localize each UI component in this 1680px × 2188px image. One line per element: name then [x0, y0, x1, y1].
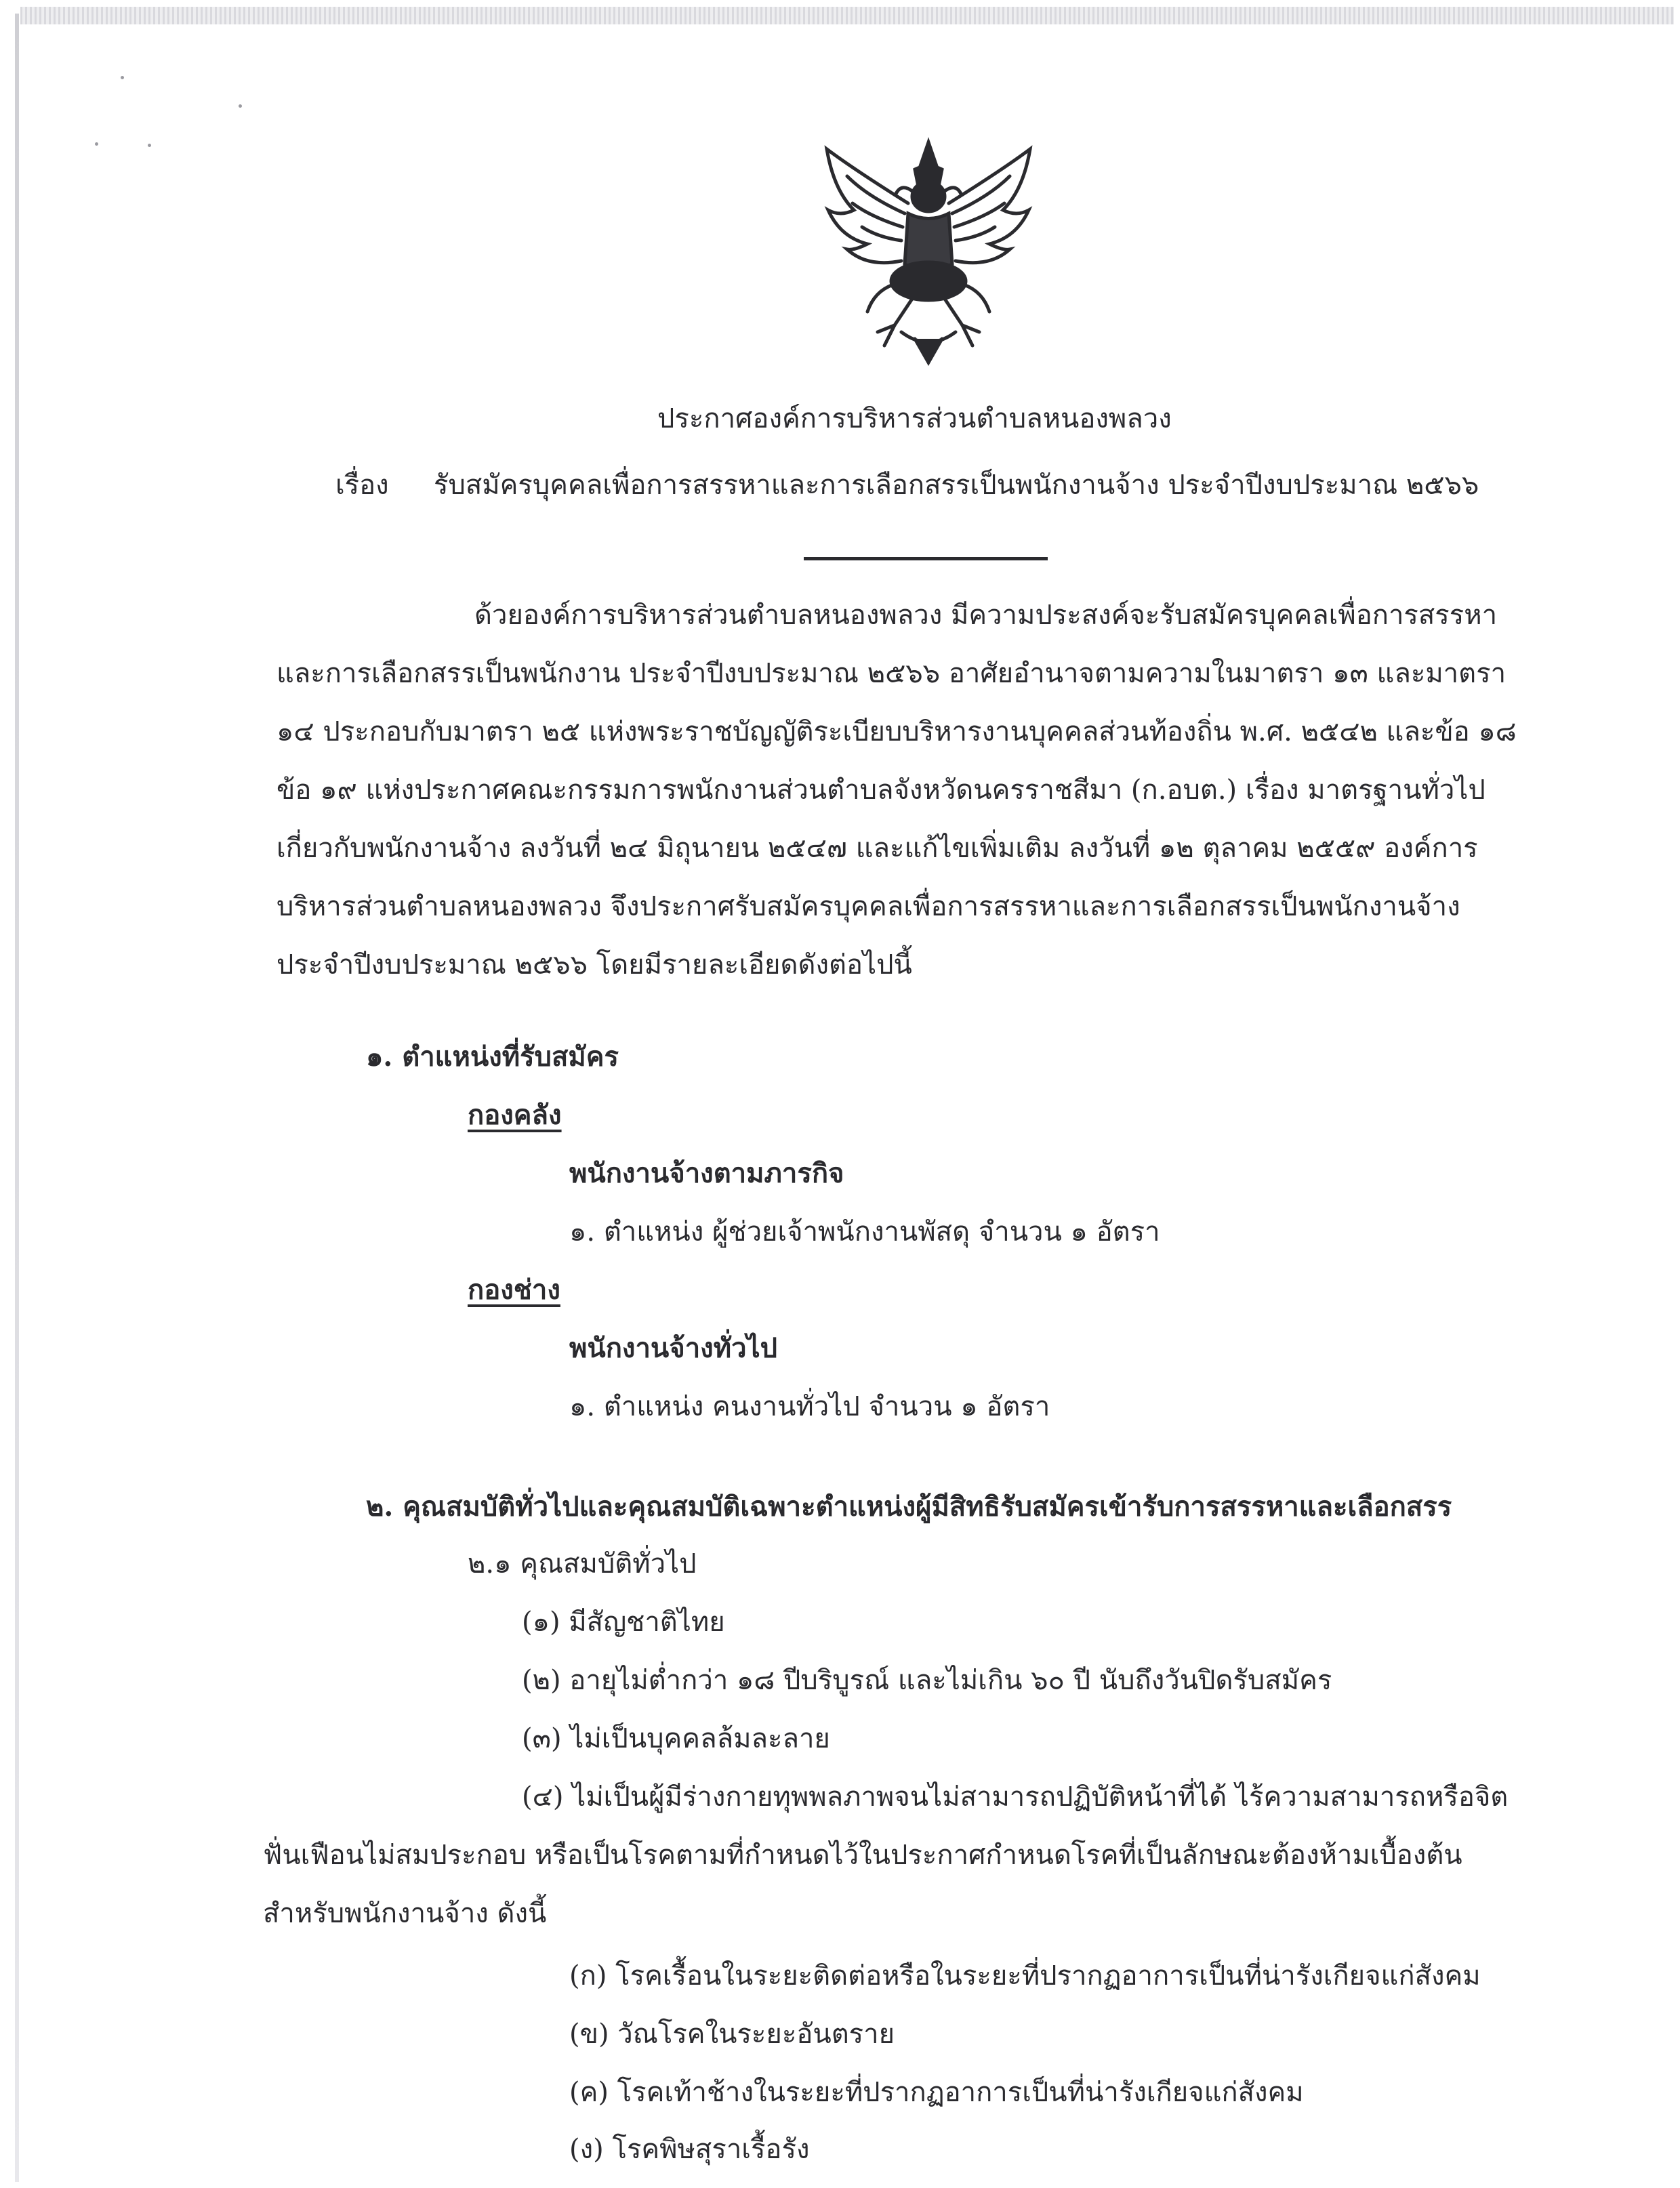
division-heading: กองช่าง: [468, 1274, 560, 1306]
intro-line: ประจำปีงบประมาณ ๒๕๖๖ โดยมีรายละเอียดดังต่อไปนี้: [276, 949, 912, 981]
intro-line: และการเลือกสรรเป็นพนักงาน ประจำปีงบประมาณ ๒๕๖๖ อาศัยอำนาจตามความในมาตรา ๑๓ และมาตรา: [276, 658, 1507, 689]
qualification-item: (๔) ไม่เป็นผู้มีร่างกายทุพพลภาพจนไม่สามารถปฏิบัติหน้าที่ได้ ไร้ความสามารถหรือจิต: [522, 1781, 1509, 1813]
page-title: ประกาศองค์การบริหารส่วนตำบลหนองพลวง: [657, 403, 1172, 434]
garuda-emblem-icon: [813, 129, 1044, 366]
qualification-item: (๑) มีสัญชาติไทย: [522, 1607, 725, 1638]
section-1-heading: ๑. ตำแหน่งที่รับสมัคร: [366, 1041, 619, 1073]
scan-speck: [121, 76, 124, 79]
division-heading: กองคลัง: [468, 1099, 562, 1131]
scan-edge-left: [15, 14, 19, 2182]
scan-speck: [148, 144, 151, 147]
intro-line: ๑๔ ประกอบกับมาตรา ๒๕ แห่งพระราชบัญญัติระเบียบบริหารงานบุคคลส่วนท้องถิ่น พ.ศ. ๒๕๔๒ และข้อ ๑๘: [276, 716, 1517, 747]
qualification-item: (๓) ไม่เป็นบุคคลล้มละลาย: [522, 1723, 830, 1754]
intro-line: ด้วยองค์การบริหารส่วนตำบลหนองพลวง มีความประสงค์จะรับสมัครบุคคลเพื่อการสรรหา: [474, 600, 1498, 631]
position-item: ๑. ตำแหน่ง คนงานทั่วไป จำนวน ๑ อัตรา: [569, 1391, 1050, 1422]
scan-speck: [239, 104, 242, 108]
qualification-item-cont: ฟั่นเฟือนไม่สมประกอบ หรือเป็นโรคตามที่กำหนดไว้ในประกาศกำหนดโรคที่เป็นลักษณะต้องห้ามเบื้องต้น: [263, 1840, 1462, 1871]
qualification-item: (๒) อายุไม่ต่ำกว่า ๑๘ ปีบริบูรณ์ และไม่เกิน ๖๐ ปี นับถึงวันปิดรับสมัคร: [522, 1665, 1332, 1696]
disease-item: (ง) โรคพิษสุราเรื้อรัง: [569, 2134, 810, 2165]
position-item: ๑. ตำแหน่ง ผู้ช่วยเจ้าพนักงานพัสดุ จำนวน ๑ อัตรา: [569, 1216, 1160, 1247]
employee-type: พนักงานจ้างตามภารกิจ: [569, 1157, 844, 1189]
qualification-item-cont: สำหรับพนักงานจ้าง ดังนี้: [263, 1898, 547, 1929]
intro-line: เกี่ยวกับพนักงานจ้าง ลงวันที่ ๒๔ มิถุนายน ๒๕๔๗ และแก้ไขเพิ่มเติม ลงวันที่ ๑๒ ตุลาคม ๒๕๕๙ องค์การ: [276, 833, 1478, 864]
scan-speck: [95, 142, 98, 146]
disease-item: (ข) วัณโรคในระยะอันตราย: [569, 2019, 895, 2050]
disease-item: (ก) โรคเรื้อนในระยะติดต่อหรือในระยะที่ปรากฏอาการเป็นที่น่ารังเกียจแก่สังคม: [569, 1960, 1481, 1991]
subsection-heading: ๒.๑ คุณสมบัติทั่วไป: [468, 1548, 697, 1580]
disease-item: (ค) โรคเท้าช้างในระยะที่ปรากฏอาการเป็นที่น่ารังเกียจแก่สังคม: [569, 2077, 1304, 2108]
title-divider: [804, 557, 1048, 560]
subject-text: รับสมัครบุคคลเพื่อการสรรหาและการเลือกสรรเป็นพนักงานจ้าง ประจำปีงบประมาณ ๒๕๖๖: [434, 470, 1479, 501]
subject-label: เรื่อง: [335, 470, 389, 501]
scan-edge-top: [20, 7, 1674, 24]
intro-line: ข้อ ๑๙ แห่งประกาศคณะกรรมการพนักงานส่วนตำบลจังหวัดนครราชสีมา (ก.อบต.) เรื่อง มาตรฐานทั่วไป: [276, 775, 1486, 806]
employee-type: พนักงานจ้างทั่วไป: [569, 1332, 778, 1364]
section-2-heading: ๒. คุณสมบัติทั่วไปและคุณสมบัติเฉพาะตำแหน่งผู้มีสิทธิรับสมัครเข้ารับการสรรหาและเลือกสรร: [366, 1491, 1452, 1523]
intro-line: บริหารส่วนตำบลหนองพลวง จึงประกาศรับสมัครบุคคลเพื่อการสรรหาและการเลือกสรรเป็นพนักงานจ้าง: [276, 891, 1460, 922]
